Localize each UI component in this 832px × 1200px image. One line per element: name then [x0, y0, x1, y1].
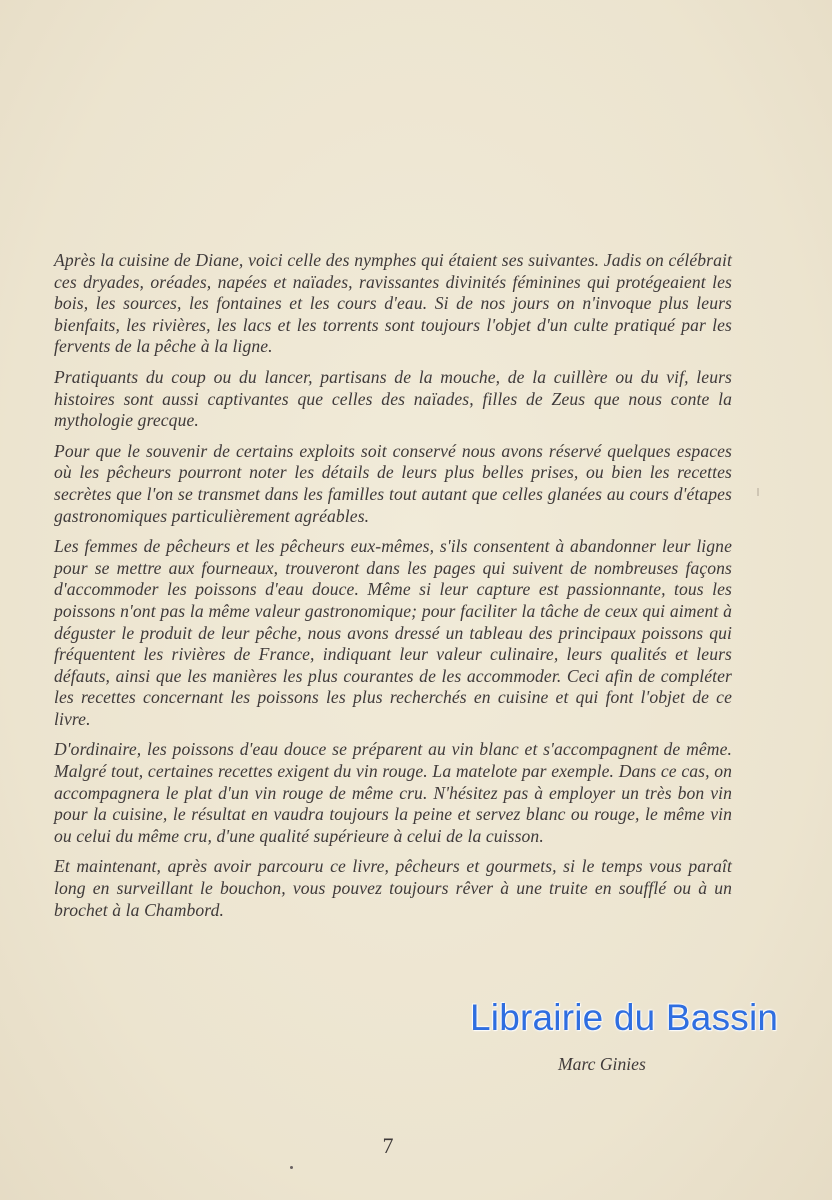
author-signature: Marc Ginies [558, 1054, 646, 1074]
paragraph-4: Les femmes de pêcheurs et les pêcheurs eux-mêmes, s'ils consentent à abandonner leur ligne pour se mettre aux fourneaux, trouveront dans les pages qui suivent de nombreuses façons d'accommoder les poissons d'eau douce. Même si leur capture est passionnante, tous les poissons n'ont pas la même valeur gastronomique; pour faciliter la tâche de ceux qui aiment à déguster le produit de leur pêche, nous avons dressé un tableau des principaux poissons qui fréquentent les rivières de France, indiquant leur valeur culinaire, leurs qualités et leurs défauts, ainsi que les manières les plus courantes de les accommoder. Ceci afin de compléter les recettes concernant les poissons les plus recherchés en cuisine et qui font l'objet de ce livre. [54, 536, 732, 729]
paragraph-1: Après la cuisine de Diane, voici celle des nymphes qui étaient ses suivantes. Jadis on célébrait ces dryades, oréades, napées et naïades, ravissantes divinités féminines qui protégeaient les bois, les sources, les fontaines et les cours d'eau. Si de nos jours on n'invoque plus leurs bienfaits, les rivières, les lacs et les torrents sont toujours l'objet d'un culte pratiqué par les fervents de la pêche à la ligne. [54, 250, 732, 357]
page-number: 7 [382, 1133, 394, 1158]
body-text [54, 250, 732, 930]
watermark-text: Librairie du Bassin [470, 997, 779, 1038]
paragraph-2: Pratiquants du coup ou du lancer, partisans de la mouche, de la cuillère ou du vif, leurs histoires sont aussi captivantes que celles des naïades, filles de Zeus que nous conte la mythologie grecque. [54, 366, 732, 431]
print-speck [290, 1166, 293, 1169]
paragraph-5: D'ordinaire, les poissons d'eau douce se préparent au vin blanc et s'accompagnent de même. Malgré tout, certaines recettes exigent du vin rouge. La matelote par exemple. Dans ce cas, on accompagnera le plat d'un vin rouge de même cru. N'hésitez pas à employer un très bon vin pour la cuisine, le résultat en vaudra toujours la peine et servez blanc ou rouge, le même vin ou celui du même cru, d'une qualité supérieure à celui de la cuisson. [54, 739, 732, 846]
paragraph-3: Pour que le souvenir de certains exploits soit conservé nous avons réservé quelques espaces où les pêcheurs pourront noter les détails de leurs plus belles prises, ou bien les recettes secrètes que l'on se transmet dans les familles tout autant que celles glanées au cours d'étapes gastronomiques particulièrement agréables. [54, 440, 732, 526]
paper-mark [757, 488, 759, 496]
paragraph-6: Et maintenant, après avoir parcouru ce livre, pêcheurs et gourmets, si le temps vous paraît long en surveillant le bouchon, vous pouvez toujours rêver à une truite en soufflé ou à un brochet à la Chambord. [54, 856, 732, 920]
